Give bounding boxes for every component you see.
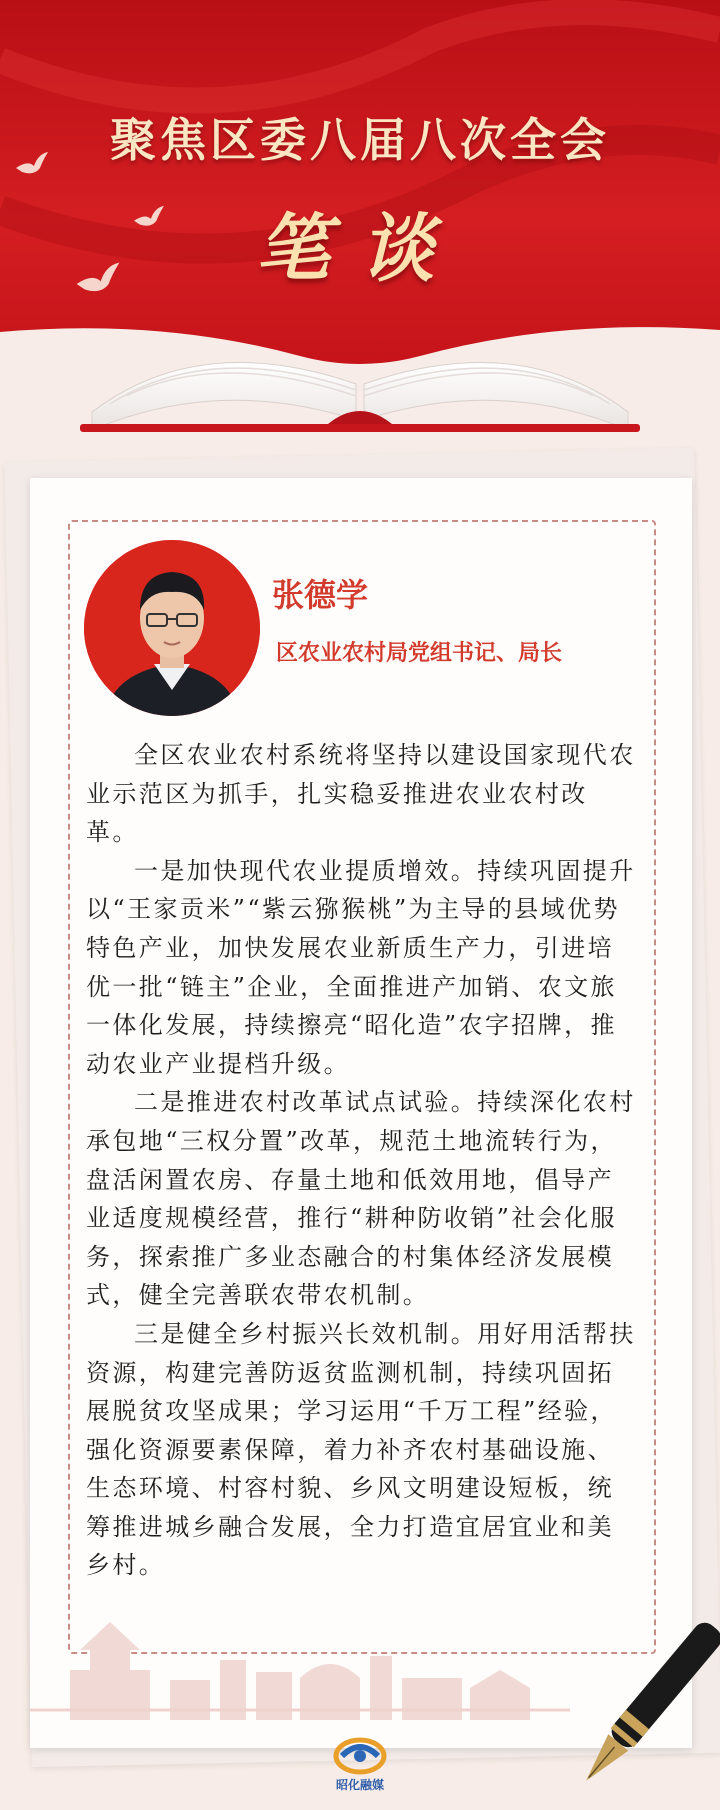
portrait-illustration xyxy=(84,540,260,716)
article-body xyxy=(86,736,638,1585)
media-logo-text: 昭化融媒 xyxy=(335,1778,384,1792)
article-paragraph: 一是加快现代农业提质增效。持续巩固提升以“王家贡米”“紫云猕猴桃”为主导的县域优势特色产业，加快发展农业新质生产力，引进培优一批“链主”企业，全面推进产加销、农文旅一体化发展，持续擦亮“昭化造”农字招牌，推动农业产业提档升级。 xyxy=(86,856,636,1078)
article-paragraph: 三是健全乡村振兴长效机制。用好用活帮扶资源，构建完善防返贫监测机制，持续巩固拓展脱贫攻坚成果；学习运用“千万工程”经验，强化资源要素保障，着力补齐农村基础设施、生态环境、村容村貌、乡风文明建设短板，统筹推进城乡融合发展，全力打造宜居宜业和美乡村。 xyxy=(86,1319,636,1580)
avatar xyxy=(84,540,260,716)
page-title: 聚焦区委八届八次全会 xyxy=(110,113,610,167)
pen-icon xyxy=(560,1620,720,1810)
media-logo xyxy=(320,1734,400,1802)
article-paragraph: 全区农业农村系统将坚持以建设国家现代农业示范区为抓手，扎实稳妥推进农业农村改革。 xyxy=(86,741,636,847)
person-name: 张德学 xyxy=(272,576,369,614)
page-subtitle: 笔谈 xyxy=(256,206,464,292)
person-role: 区农业农村局党组书记、局长 xyxy=(276,641,563,666)
header-banner xyxy=(0,0,720,470)
article-paragraph: 二是推进农村改革试点试验。持续深化农村承包地“三权分置”改革，规范土地流转行为，盘活闲置农房、存量土地和低效用地，倡导产业适度规模经营，推行“耕种防收销”社会化服务，探索推广多业态融合的村集体经济发展模式，健全完善联农带农机制。 xyxy=(86,1088,636,1310)
skyline-illustration xyxy=(30,1560,570,1720)
media-logo-icon xyxy=(332,1734,388,1778)
book-icon xyxy=(80,363,640,432)
